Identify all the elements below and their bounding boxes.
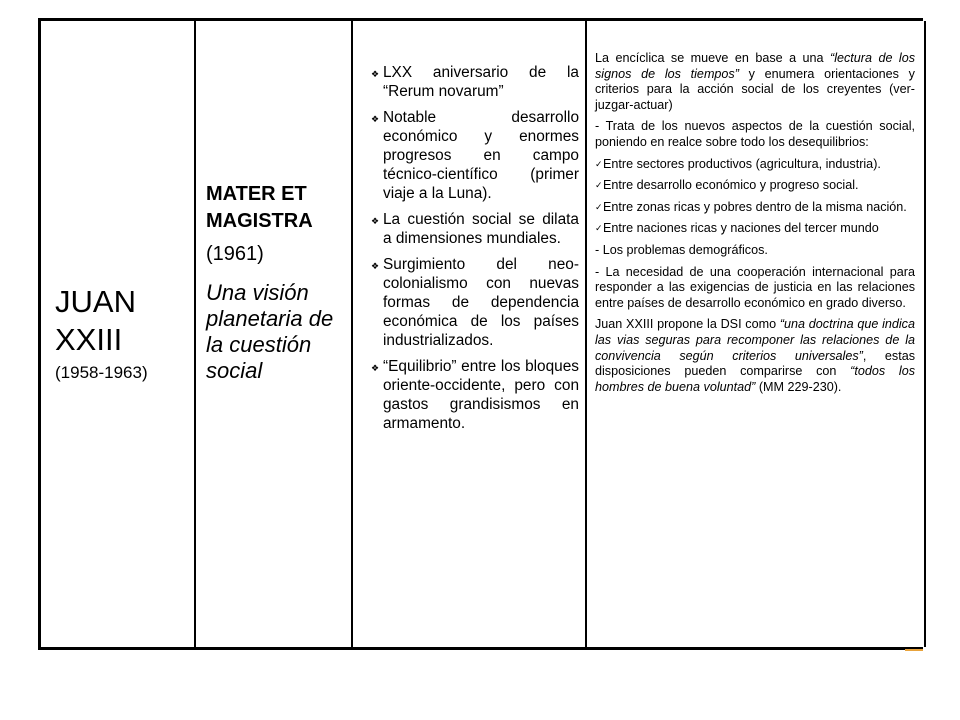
trata-paragraph: - Trata de los nuevos aspectos de la cuestión social, poniendo en realce sobre todo los desequilibrios: — [595, 119, 915, 149]
check-icon: ✓ — [595, 158, 603, 169]
check-icon: ✓ — [595, 201, 603, 212]
context-item: ❖ “Equilibrio” entre los bloques oriente-occidente, pero con gastos grandisismos en armamento. — [371, 358, 579, 432]
check-icon: ✓ — [595, 223, 603, 234]
cooperation-paragraph: - La necesidad de una cooperación internacional para responder a las exigencias de justicia en las relaciones entre países de desarrollo económico en grado diverso. — [595, 264, 915, 310]
pope-info — [55, 283, 195, 383]
encyclical-subtitle: Una visión planetaria de la cuestión social — [206, 280, 334, 383]
description-column — [587, 21, 926, 647]
intro-paragraph: La encíclica se mueve en base a una “lectura de los signos de los tiempos” y enumera orientaciones y criterios para la acción social de los creyentes (ver-juzgar-actuar) — [595, 51, 915, 112]
diamond-bullet-icon: ❖ — [371, 216, 380, 226]
encyclical-info — [206, 181, 351, 384]
check-icon: ✓ — [595, 180, 603, 191]
check-item: ✓ Entre sectores productivos (agricultura, industria). — [595, 156, 881, 171]
context-column — [353, 21, 587, 647]
pope-years: (1958-1963) — [55, 363, 148, 382]
description-text — [595, 51, 915, 401]
dsi-paragraph: Juan XXIII propone la DSI como “una doctrina que indica las vias seguras para recomponer las relaciones de la convivencia según criterios universales”, estas disposiciones pueden comparirse con “todos los hombres de buena voluntad” (MM 229-230). — [595, 317, 916, 394]
diamond-bullet-icon: ❖ — [371, 69, 380, 79]
encyclical-title: MATER ET MAGISTRA — [206, 183, 313, 232]
pope-column — [41, 21, 196, 647]
encyclical-year: (1961) — [206, 243, 264, 265]
check-item: ✓ Entre desarrollo económico y progreso social. — [595, 178, 859, 193]
diamond-bullet-icon: ❖ — [371, 261, 380, 271]
context-item: ❖ Notable desarrollo económico y enormes progresos en campo técnico-científico (primer viaje a la Luna). — [371, 109, 579, 202]
context-list — [371, 63, 579, 440]
context-item: ❖ La cuestión social se dilata a dimensiones mundiales. — [371, 211, 579, 247]
context-item: ❖ LXX aniversario de la “Rerum novarum” — [371, 64, 579, 100]
diamond-bullet-icon: ❖ — [371, 363, 380, 373]
context-item: ❖ Surgimiento del neo-colonialismo con nuevas formas de dependencia económica de los países industrializados. — [371, 256, 579, 349]
encyclical-column — [196, 21, 353, 647]
diamond-bullet-icon: ❖ — [371, 114, 380, 124]
check-item: ✓ Entre naciones ricas y naciones del tercer mundo — [595, 221, 879, 236]
pope-name: JUAN XXIII — [55, 284, 136, 357]
orange-accent-line — [905, 649, 923, 651]
check-item: ✓ Entre zonas ricas y pobres dentro de la misma nación. — [595, 199, 907, 214]
demographic-paragraph: - Los problemas demográficos. — [595, 242, 768, 257]
encyclical-table — [38, 18, 923, 650]
